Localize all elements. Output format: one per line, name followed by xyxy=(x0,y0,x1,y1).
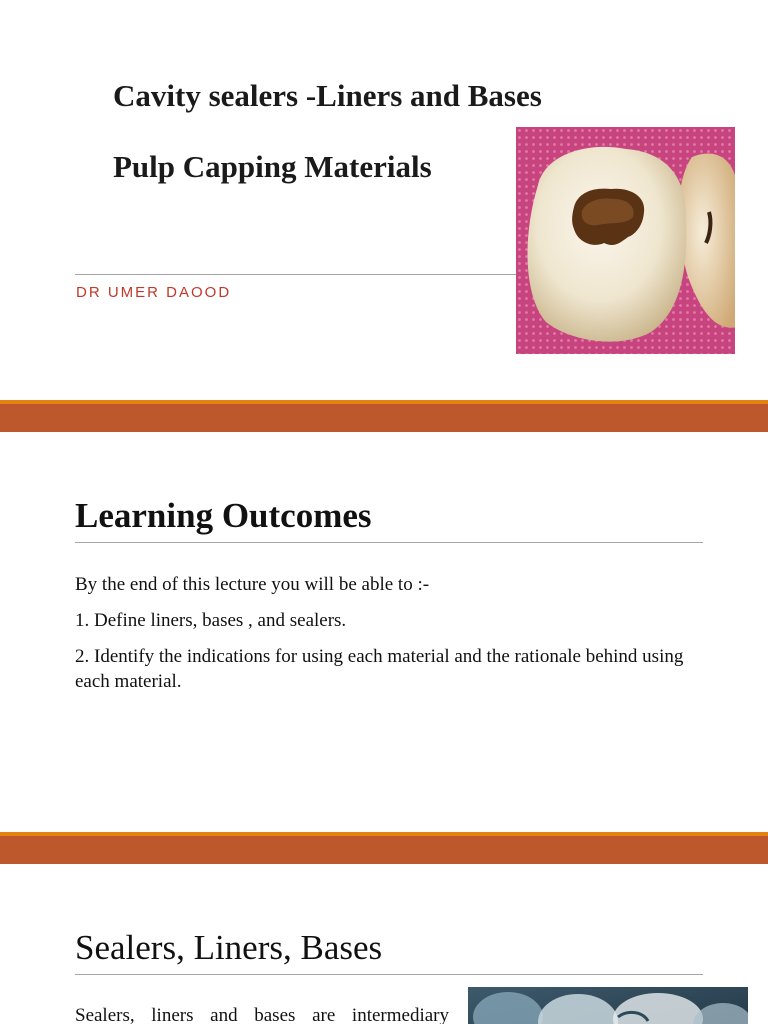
title-divider-line xyxy=(75,274,520,275)
slide-title: Learning Outcomes xyxy=(75,496,372,535)
dental-clinical-photo xyxy=(468,987,748,1024)
slide-separator xyxy=(0,400,768,432)
learning-outcomes-slide xyxy=(0,432,768,832)
slide-separator xyxy=(0,832,768,864)
sealers-liners-bases-slide xyxy=(0,864,768,1024)
list-item: 2. Identify the indications for using each material and the rationale behind using each material. xyxy=(75,646,684,692)
slide-body xyxy=(75,572,685,705)
author-name: DR UMER DAOOD xyxy=(76,284,232,301)
slide-body-text: Sealers, liners and bases are intermediary xyxy=(75,1005,449,1024)
tooth-cavity-photo xyxy=(516,127,735,354)
slide-subtitle: Pulp Capping Materials xyxy=(113,149,432,184)
title-slide xyxy=(0,0,768,400)
slide-title: Cavity sealers -Liners and Bases xyxy=(113,78,542,113)
title-divider-line xyxy=(75,974,703,975)
title-divider-line xyxy=(75,542,703,543)
intro-text: By the end of this lecture you will be able to :- xyxy=(75,574,430,595)
slide-title: Sealers, Liners, Bases xyxy=(75,928,383,967)
list-item: 1. Define liners, bases , and sealers. xyxy=(75,610,347,631)
